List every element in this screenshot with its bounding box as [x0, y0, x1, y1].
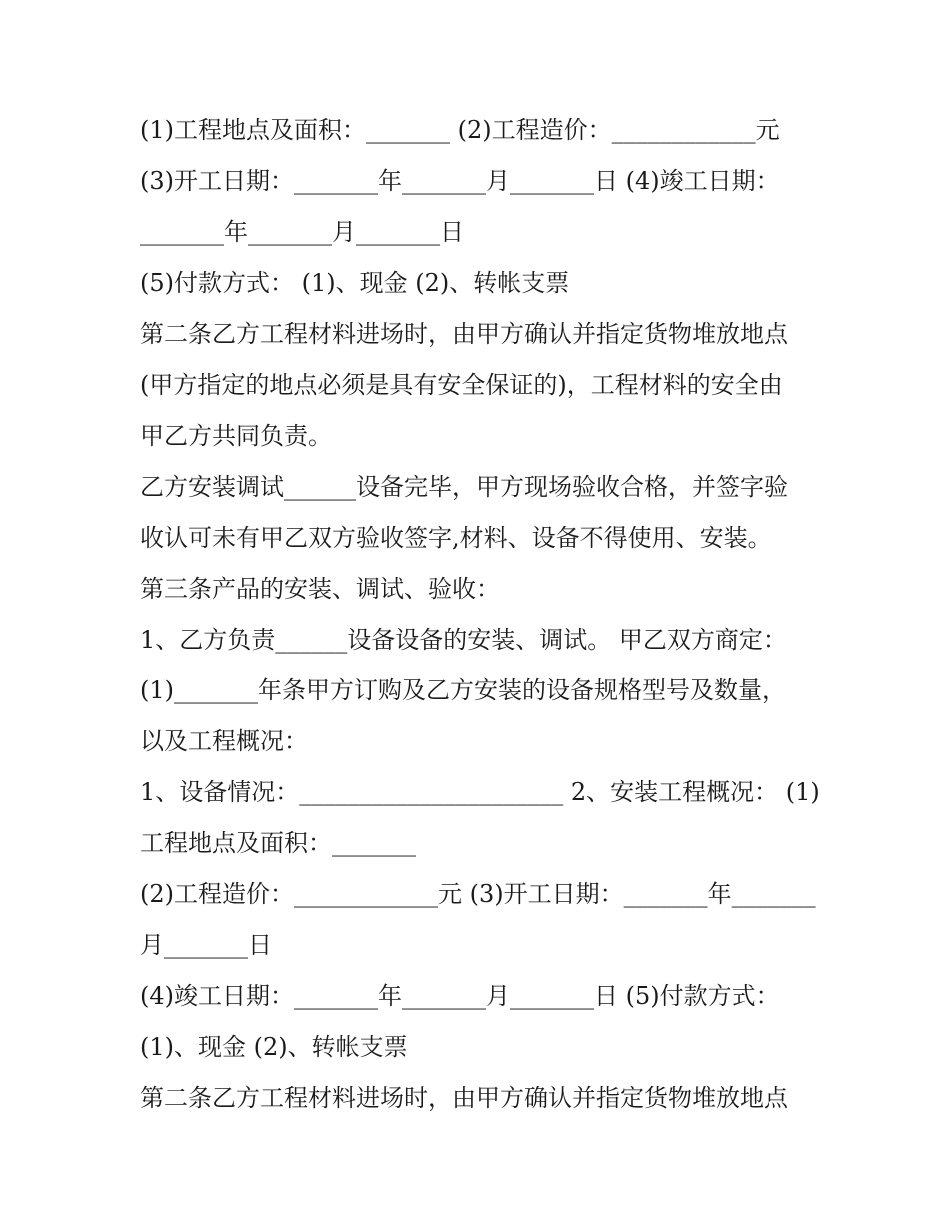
text-line: 第三条产品的安装、调试、验收： — [140, 575, 500, 603]
text-line: _______年_______月_______日 — [140, 218, 464, 246]
text-line: 收认可未有甲乙双方验收签字,材料、设备不得使用、安装。 — [140, 524, 772, 552]
text-line: (4)竣工日期：_______年_______月_______日 (5)付款方式： — [140, 982, 780, 1010]
text-line: (3)开工日期：_______年_______月_______日 (4)竣工日期： — [140, 167, 780, 195]
text-line: (1)_______年条甲方订购及乙方安装的设备规格型号及数量， — [140, 676, 786, 704]
text-line: (2)工程造价：____________元 (3)开工日期：_______年_______ — [140, 880, 816, 908]
text-line: 以及工程概况： — [140, 727, 308, 755]
text-line: 月_______日 — [140, 931, 272, 959]
text-line: 甲乙方共同负责。 — [140, 422, 332, 450]
text-line: (5)付款方式： (1)、现金 (2)、转帐支票 — [140, 269, 570, 297]
text-line: (甲方指定的地点必须是具有安全保证的)，工程材料的安全由 — [140, 371, 783, 399]
text-line: 1、设备情况：______________________ 2、安装工程概况： (1) — [140, 778, 820, 806]
text-line: 第二条乙方工程材料进场时，由甲方确认并指定货物堆放地点 — [140, 1084, 788, 1112]
text-line: 1、乙方负责______设备设备的安装、调试。 甲乙双方商定： — [140, 626, 787, 654]
text-line: (1)、现金 (2)、转帐支票 — [140, 1033, 408, 1061]
text-line: 第二条乙方工程材料进场时，由甲方确认并指定货物堆放地点 — [140, 320, 788, 348]
text-line: 乙方安装调试______设备完毕，甲方现场验收合格，并签字验 — [140, 473, 788, 501]
text-line: 工程地点及面积：_______ — [140, 829, 416, 857]
text-line: (1)工程地点及面积：_______ (2)工程造价：____________元 — [140, 116, 780, 144]
